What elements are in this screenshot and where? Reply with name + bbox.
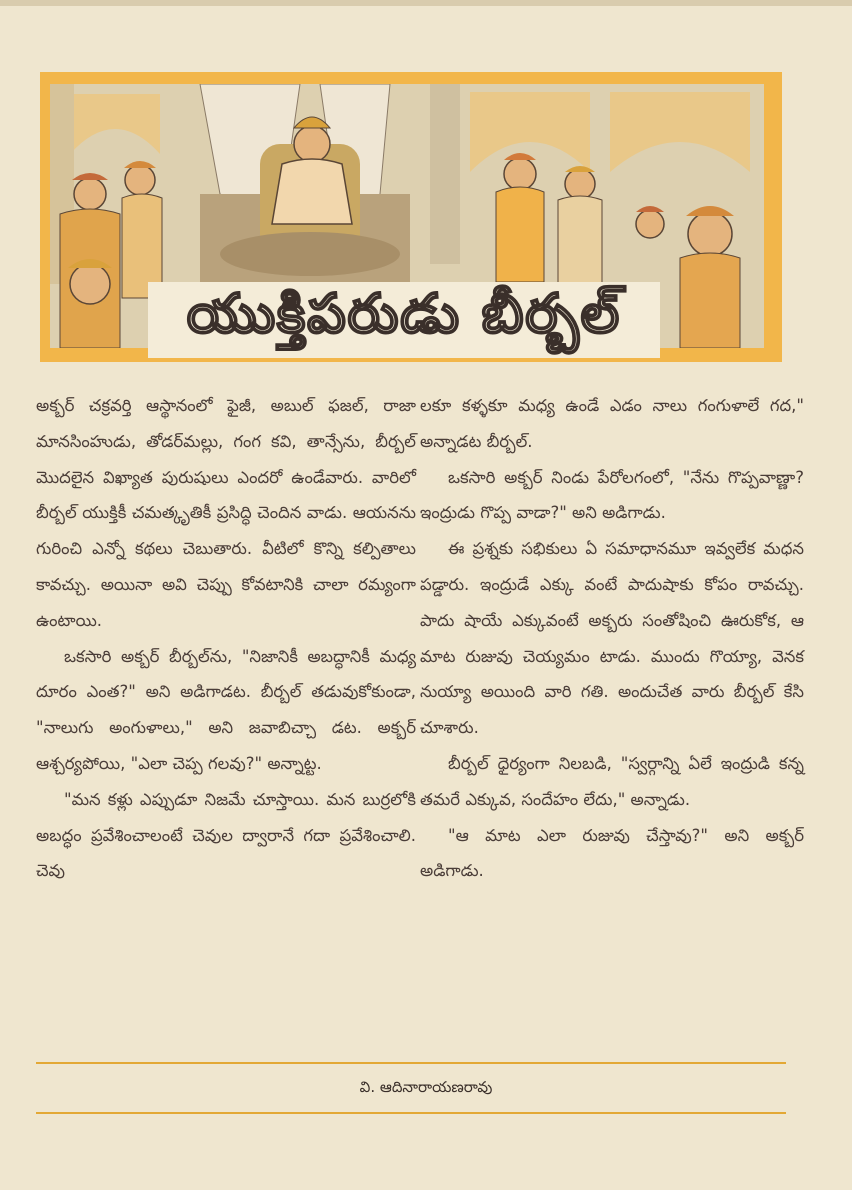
page-top-edge <box>0 0 852 6</box>
paragraph: లకూ కళ్ళకూ మధ్య ఉండే ఎడం నాలు గంగుళాలే గద," అన్నాడట బీర్బల్. <box>420 396 804 451</box>
paragraph: ఈ ప్రశ్నకు సభికులు ఏ సమాధానమూ ఇవ్వలేక మధన పడ్డారు. ఇంద్రుడే ఎక్కు వంటే పాదుషాకు కోపం రావచ్చు. పాదు షాయే ఎక్కువంటే అక్బరు సంతోషించి ఊరుకోక, ఆ మాట రుజువు చెయ్యమం టాడు. ముందు గొయ్యా, వెనక నుయ్యా అయింది వారి గతి. అందుచేత వారు బీర్బల్ కేసి చూశారు. <box>420 539 804 738</box>
title-box <box>148 282 660 358</box>
paragraph: బీర్బల్ ధైర్యంగా నిలబడి, "స్వర్గాన్ని ఏలే ఇంద్రుడి కన్న తమరే ఎక్కువ, సందేహం లేదు," అన్నాడు. <box>420 753 804 809</box>
paragraph: ఒకసారి అక్బర్ నిండు పేరోలగంలో, "నేను గొప్పవాణ్ణా? ఇంద్రుడు గొప్ప వాడా?" అని అడిగాడు. <box>420 467 804 523</box>
story-title: యుక్తిపరుడు బీర్బల్ <box>186 281 622 345</box>
paragraph: ఒకసారి అక్బర్ బీర్బల్‌ను, "నిజానికీ అబద్ధానికీ మధ్య దూరం ఎంత?" అని అడిగాడట. బీర్బల్ తడువుకోకుండా, "నాలుగు అంగుళాలు," అని జవాబిచ్చా డట. అక్బర్ ఆశ్చర్యపోయి, "ఎలా చెప్ప గలవు?" అన్నాట్ట. <box>36 646 416 773</box>
right-column <box>420 388 804 889</box>
paragraph: అక్బర్ చక్రవర్తి ఆస్థానంలో ఫైజీ, అబుల్ ఫజల్, రాజా మానసింహుడు, తోడర్‌మల్లు, గంగ కవి, తాన్సేను, బీర్బల్ మొదలైన విఖ్యాత పురుషులు ఎందరో ఉండేవారు. వారిలో బీర్బల్ యుక్తికీ చమత్కృతికీ ప్రసిద్ధి చెందిన వాడు. ఆయనను గురించి ఎన్నో కథలు చెబుతారు. వీటిలో కొన్ని కల్పితాలు కావచ్చు. అయినా అవి చెప్పు కోవటానికి చాలా రమ్యంగా ఉంటాయి. <box>36 396 416 630</box>
paragraph: "ఆ మాట ఎలా రుజువు చేస్తావు?" అని అక్బర్ అడిగాడు. <box>420 825 804 881</box>
divider-top <box>36 1062 786 1064</box>
author-credit: వి. ఆదినారాయణరావు <box>359 1078 493 1096</box>
paragraph: "మన కళ్లు ఎప్పుడూ నిజమే చూస్తాయి. మన బుర్రలోకి అబద్ధం ప్రవేశించాలంటే చెవుల ద్వారానే గదా ప్రవేశించాలి. చెవు <box>36 789 416 881</box>
divider-bottom <box>36 1112 786 1114</box>
left-column <box>36 388 416 889</box>
